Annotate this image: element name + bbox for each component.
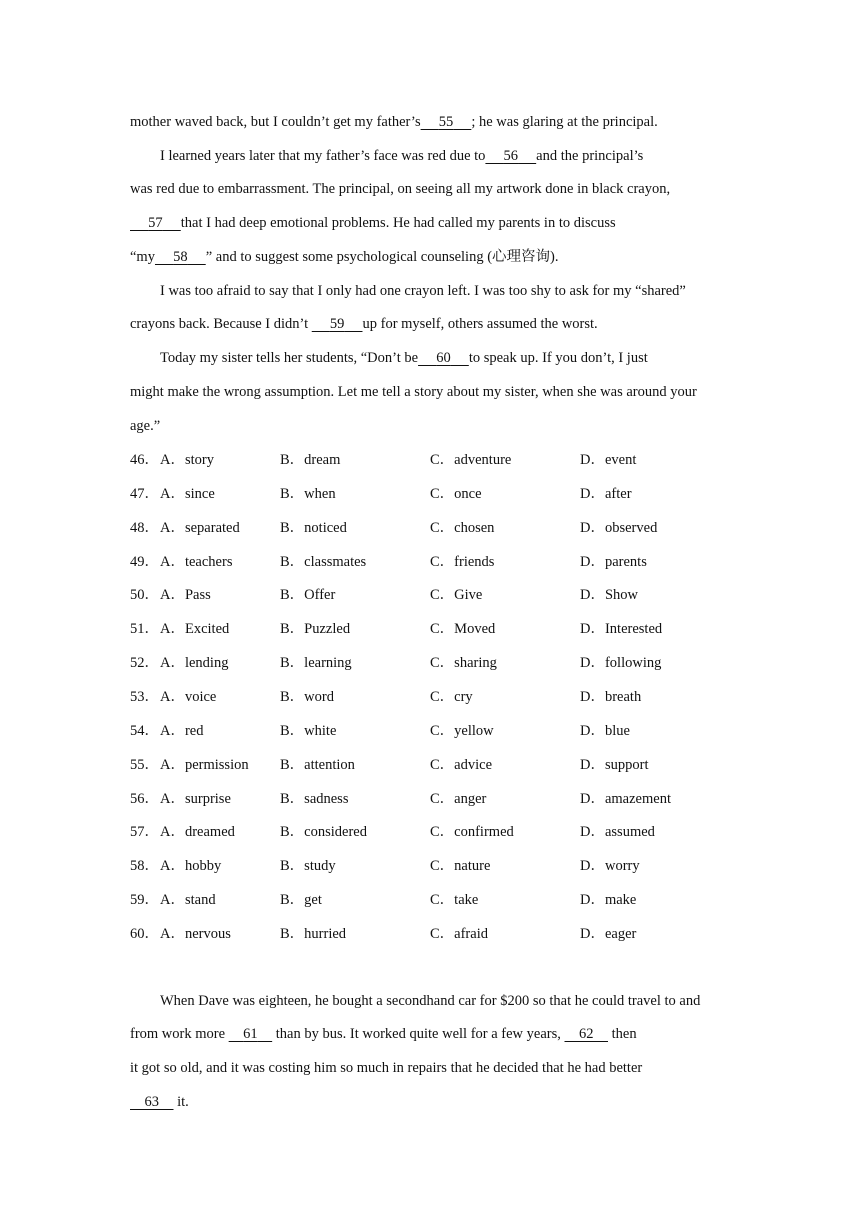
- blank-59[interactable]: 59: [329, 316, 345, 332]
- option-a[interactable]: A．dreamed: [160, 824, 235, 841]
- question-number: 55．: [130, 756, 159, 773]
- option-c[interactable]: C．confirmed: [430, 824, 514, 841]
- option-b[interactable]: B．dream: [280, 452, 341, 468]
- option-c[interactable]: C．take: [430, 892, 479, 909]
- option-a[interactable]: A．nervous: [160, 925, 231, 942]
- passage-line: might make the wrong assumption. Let me tell a story about my sister, when she was around your: [130, 384, 697, 400]
- passage-line: crayons back. Because I didn’t 59 up for myself, others assumed the worst.: [130, 313, 730, 335]
- option-d[interactable]: D．event: [580, 452, 637, 468]
- passage-line: 63 it.: [130, 1091, 730, 1113]
- option-c[interactable]: C．chosen: [430, 519, 495, 536]
- option-c[interactable]: C．once: [430, 485, 482, 502]
- question-number: 51．: [130, 621, 159, 638]
- option-b[interactable]: B．Puzzled: [280, 621, 351, 638]
- question-number: 59．: [130, 892, 159, 909]
- question-number: 50．: [130, 587, 159, 604]
- option-d[interactable]: D．observed: [580, 519, 658, 536]
- option-c[interactable]: C．anger: [430, 790, 487, 807]
- option-c[interactable]: C．Give: [430, 587, 483, 604]
- passage-line: from work more 61 than by bus. It worked quite well for a few years, 62 then: [130, 1023, 730, 1045]
- option-d[interactable]: D．after: [580, 485, 632, 502]
- passage-line: 57 that I had deep emotional problems. He had called my parents in to discuss: [130, 212, 730, 234]
- option-a[interactable]: A．story: [160, 452, 214, 468]
- option-b[interactable]: B．Offer: [280, 587, 336, 604]
- question-number: 46．: [130, 452, 159, 468]
- blank-58[interactable]: 58: [173, 249, 188, 265]
- question-row: [130, 449, 750, 471]
- passage-line: it got so old, and it was costing him so much in repairs that he decided that he had better: [130, 1060, 643, 1076]
- question-row: [130, 923, 750, 945]
- option-d[interactable]: D．eager: [580, 925, 637, 942]
- option-b[interactable]: B．noticed: [280, 519, 347, 536]
- option-c[interactable]: C．advice: [430, 756, 493, 773]
- passage-line: I was too afraid to say that I only had one crayon left. I was too shy to ask for my “shared”: [160, 283, 686, 299]
- question-row: [130, 686, 750, 708]
- option-b[interactable]: B．get: [280, 892, 322, 909]
- blank-60[interactable]: 60: [436, 350, 451, 366]
- passage-line: Today my sister tells her students, “Don’t be 60 to speak up. If you don’t, I just: [160, 347, 760, 369]
- option-d[interactable]: D．blue: [580, 722, 630, 739]
- option-b[interactable]: B．learning: [280, 655, 352, 672]
- option-b[interactable]: B．study: [280, 858, 336, 875]
- question-row: [130, 652, 750, 674]
- option-b[interactable]: B．considered: [280, 824, 367, 841]
- option-b[interactable]: B．white: [280, 722, 337, 739]
- passage-line: was red due to embarrassment. The principal, on seeing all my artwork done in black crayon,: [130, 181, 671, 197]
- question-number: 47．: [130, 485, 159, 502]
- question-row: [130, 889, 750, 911]
- option-c[interactable]: C．adventure: [430, 452, 512, 468]
- option-d[interactable]: D．parents: [580, 553, 647, 570]
- question-number: 57．: [130, 824, 159, 841]
- blank-55[interactable]: 55: [438, 114, 454, 130]
- blank-62[interactable]: 62: [579, 1026, 594, 1042]
- passage-line: “my 58 ” and to suggest some psychological counseling (心理咨询).: [130, 246, 730, 268]
- question-number: 52．: [130, 655, 159, 672]
- question-number: 48．: [130, 519, 159, 536]
- option-a[interactable]: A．stand: [160, 892, 216, 909]
- question-number: 56．: [130, 790, 159, 807]
- option-d[interactable]: D．Interested: [580, 621, 663, 638]
- passage-line: age.”: [130, 418, 161, 434]
- option-a[interactable]: A．lending: [160, 655, 229, 672]
- question-number: 49．: [130, 553, 159, 570]
- option-b[interactable]: B．hurried: [280, 925, 347, 942]
- option-b[interactable]: B．word: [280, 688, 334, 705]
- option-b[interactable]: B．when: [280, 485, 336, 502]
- option-c[interactable]: C．nature: [430, 858, 491, 875]
- question-row: [130, 483, 750, 505]
- question-row: [130, 720, 750, 742]
- option-a[interactable]: A．Excited: [160, 621, 230, 638]
- passage-line: When Dave was eighteen, he bought a secondhand car for $200 so that he could travel to and: [160, 993, 701, 1009]
- option-d[interactable]: D．assumed: [580, 824, 655, 841]
- question-row: [130, 551, 750, 573]
- option-c[interactable]: C．afraid: [430, 925, 488, 942]
- question-row: [130, 618, 750, 640]
- question-row: [130, 821, 750, 843]
- option-c[interactable]: C．cry: [430, 688, 473, 705]
- question-number: 60．: [130, 925, 159, 942]
- option-b[interactable]: B．attention: [280, 756, 355, 773]
- question-row: [130, 754, 750, 776]
- blank-61[interactable]: 61: [243, 1026, 258, 1042]
- option-d[interactable]: D．make: [580, 892, 637, 909]
- option-c[interactable]: C．yellow: [430, 722, 494, 739]
- option-d[interactable]: D．amazement: [580, 790, 671, 807]
- blank-57[interactable]: 57: [148, 215, 163, 231]
- option-a[interactable]: A．Pass: [160, 587, 211, 604]
- blank-56[interactable]: 56: [503, 148, 519, 164]
- option-d[interactable]: D．breath: [580, 688, 642, 705]
- option-b[interactable]: B．classmates: [280, 553, 367, 570]
- question-row: [130, 788, 750, 810]
- question-row: [130, 584, 750, 606]
- option-d[interactable]: D．following: [580, 655, 662, 672]
- passage-line: I learned years later that my father’s face was red due to 56 and the principal’s: [160, 145, 760, 167]
- option-a[interactable]: A．red: [160, 722, 204, 739]
- question-row: [130, 517, 750, 539]
- passage-line: mother waved back, but I couldn’t get my father’s 55 ; he was glaring at the principal.: [130, 111, 730, 133]
- option-a[interactable]: A．hobby: [160, 858, 222, 875]
- option-a[interactable]: A．permission: [160, 756, 249, 773]
- question-row: [130, 855, 750, 877]
- option-c[interactable]: C．sharing: [430, 655, 497, 672]
- option-a[interactable]: A．surprise: [160, 790, 231, 807]
- question-number: 58．: [130, 858, 159, 875]
- option-d[interactable]: D．support: [580, 756, 649, 773]
- option-c[interactable]: C．Moved: [430, 621, 496, 638]
- option-a[interactable]: A．since: [160, 485, 215, 502]
- blank-63[interactable]: 63: [144, 1094, 159, 1110]
- question-number: 54．: [130, 722, 159, 739]
- question-number: 53．: [130, 688, 159, 705]
- option-a[interactable]: A．teachers: [160, 553, 233, 570]
- option-d[interactable]: D．Show: [580, 587, 639, 604]
- option-a[interactable]: A．separated: [160, 519, 240, 536]
- option-b[interactable]: B．sadness: [280, 790, 349, 807]
- option-a[interactable]: A．voice: [160, 688, 217, 705]
- option-d[interactable]: D．worry: [580, 858, 640, 875]
- option-c[interactable]: C．friends: [430, 553, 495, 570]
